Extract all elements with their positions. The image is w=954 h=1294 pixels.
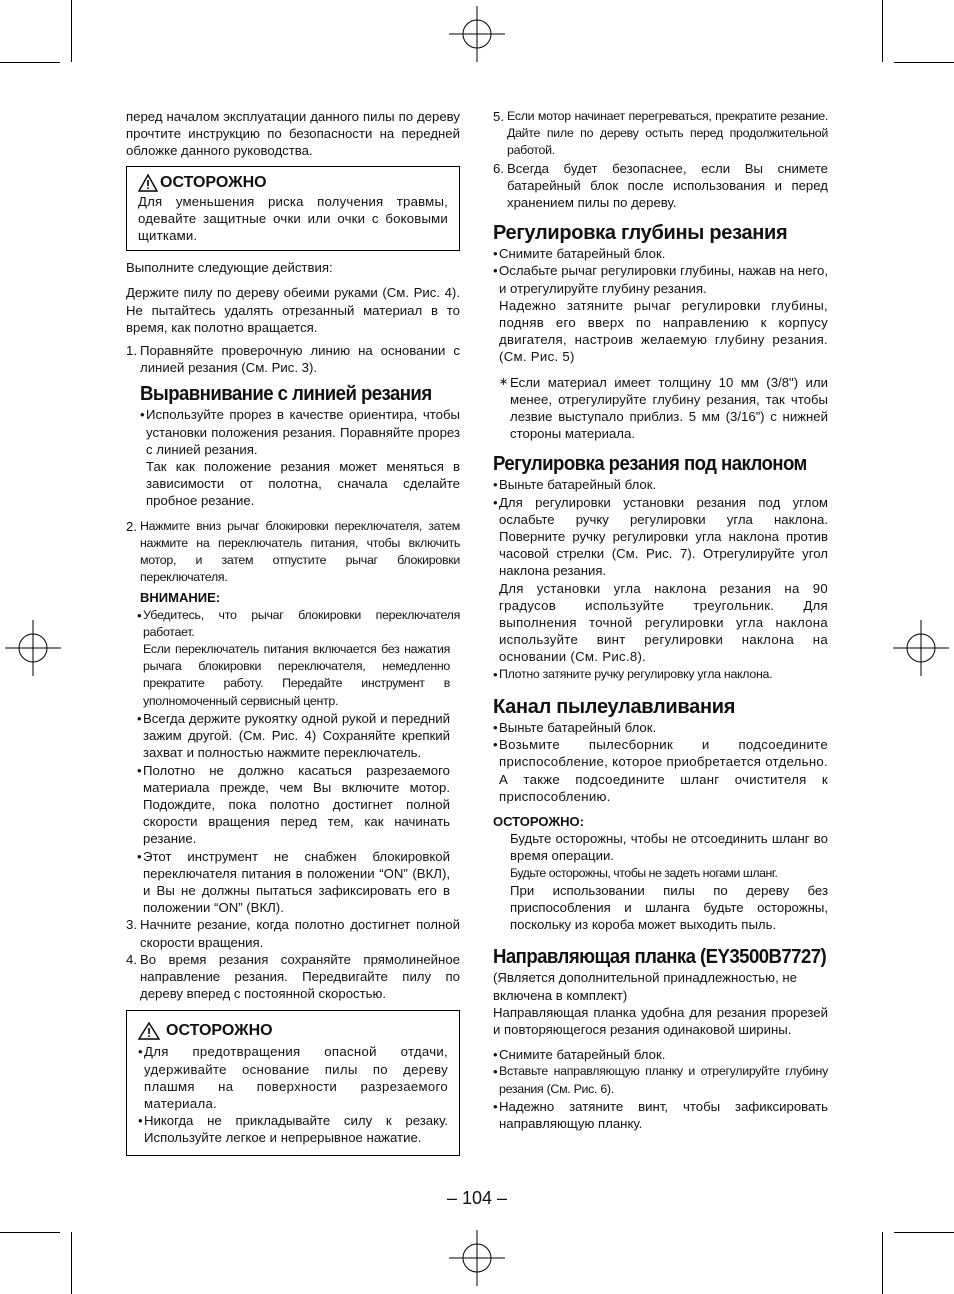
- bullet-item: • Для предотвращения опасной отдачи, удерживайте основание пилы по дереву плашмя на поверхности разрезаемого материала.: [138, 1044, 448, 1111]
- warning-title: ОСТОРОЖНО: [138, 173, 448, 193]
- note-item: ∗ Если материал имеет толщину 10 мм (3/8") или менее, отрегулируйте глубину резания, так чтобы лезвие выступало приблиз. 5 мм (3/16”) с нижней стороны материала.: [499, 374, 828, 442]
- left-column: [126, 108, 460, 1156]
- bullet-item: • Вставьте направляющую планку и отрегулируйте глубину резания (См. Рис. 6).: [493, 1064, 828, 1096]
- crop-mark: [71, 0, 72, 62]
- section-heading-dust: Канал пылеулавливания: [493, 695, 736, 718]
- caution-text: Будьте осторожны, чтобы не задеть ногами шланг.: [510, 865, 778, 880]
- guide-text: Направляющая планка удобна для резания прорезей и повторяющегося резания одинаковой ширины.: [493, 1004, 828, 1037]
- caution-text: Будьте осторожны, чтобы не отсоединить шланг во время операции.: [510, 831, 828, 864]
- registration-target-icon: [893, 620, 949, 676]
- intro-text: перед началом эксплуатации данного пилы по дереву прочтите инструкцию по безопасности на передней обложке данного руководства.: [126, 109, 460, 159]
- caution-label: ОСТОРОЖНО:: [493, 813, 584, 829]
- bullet-item: • Надежно затяните винт, чтобы зафиксировать направляющую планку.: [493, 1098, 828, 1131]
- bullet-continuation: Надежно затяните рычаг регулировки глубины, подняв его вверх по направлению к корпусу двигателя, настроив желаемую глубину резания. (См. Рис. 5): [499, 297, 828, 365]
- guide-paren: (Является дополнительной принадлежностью, не включена в комплект): [493, 970, 798, 1003]
- section-heading-depth: Регулировка глубины резания: [493, 222, 788, 245]
- step-item: 2. Нажмите вниз рычаг блокировки переключателя, затем нажмите на переключатель питания, чтобы включить мотор, и затем отпустите рычаг блокировки переключателя.: [126, 518, 460, 585]
- section-heading-guide: Направляющая планка (EY3500B7727): [493, 946, 827, 969]
- crop-mark: [882, 1232, 883, 1294]
- warning-triangle-icon: [138, 1022, 160, 1040]
- bullet-continuation: Если переключатель питания включается без нажатия рычага блокировки переключателя, немедленно прекратите работу. Передайте инструмент в уполномоченный сервисный центр.: [143, 642, 450, 708]
- warning-title: ОСТОРОЖНО: [138, 1021, 448, 1041]
- bullet-item: • Ослабьте рычаг регулировки глубины, нажав на него, и отрегулируйте глубину резания.: [493, 263, 828, 296]
- bullet-item: • Для регулировки установки резания под углом ослабьте ручку регулировки угла наклона. Поверните ручку регулировки угла наклона против часовой стрелки (См. Рис. 7). Отрегулируйте угол наклона резания.: [493, 494, 828, 579]
- registration-target-icon: [449, 6, 505, 62]
- bullet-item: • Плотно затяните ручку регулировку угла наклона.: [493, 666, 773, 682]
- bullet-item: • Выньте батарейный блок.: [493, 477, 657, 493]
- bullet-continuation: Так как положение резания может меняться в зависимости от полотна, сначала сделайте пробное резание.: [146, 459, 460, 509]
- bullet-item: • Убедитесь, что рычаг блокировки переключателя работает.: [137, 607, 460, 639]
- bullet-item: • Используйте прорез в качестве ориентира, чтобы установки положения резания. Поравняйте прорез с линией резания.: [140, 407, 460, 457]
- registration-target-icon: [5, 620, 61, 676]
- bullet-item: • Этот инструмент не снабжен блокировкой переключателя питания в положении “ON” (ВКЛ), и Вы не должны пытаться зафиксировать его в положении “ON” (ВКЛ).: [137, 848, 450, 916]
- warning-box: [126, 1010, 460, 1155]
- perform-text: Выполните следующие действия:: [126, 260, 333, 276]
- crop-mark: [71, 1232, 72, 1294]
- step-item: 3. Начните резание, когда полотно достигнет полной скорости вращения.: [126, 917, 460, 950]
- warning-triangle-icon: [138, 174, 158, 192]
- step-item: 6. Всегда будет безопаснее, если Вы снимете батарейный блок после использования и перед хранением пилы по дереву.: [493, 160, 828, 211]
- section-heading-align: Выравнивание с линией резания: [140, 383, 432, 406]
- bullet-item: • Выньте батарейный блок.: [493, 719, 657, 735]
- bullet-continuation: Для установки угла наклона резания на 90 градусов используйте треугольник. Для выполнения точной регулировки угла наклона используйте винт регулировки наклона на основании (См. Рис.8).: [499, 580, 828, 665]
- attention-label: ВНИМАНИЕ:: [140, 590, 221, 606]
- right-column: [493, 108, 828, 1132]
- section-heading-bevel: Регулировка резания под наклоном: [493, 453, 807, 476]
- step-item: 4. Во время резания сохраняйте прямолинейное направление резания. Передвигайте пилу по дереву вперед с постоянной скоростью.: [126, 951, 460, 1002]
- crop-mark: [0, 62, 60, 63]
- crop-mark: [882, 0, 883, 62]
- crop-mark: [894, 1232, 954, 1233]
- step-item: 5. Если мотор начинает перегреваться, прекратите резание. Дайте пиле по дереву остыть перед продолжительной работой.: [493, 109, 828, 158]
- bullet-item: • Полотно не должно касаться разрезаемого материала прежде, чем Вы включите мотор. Подождите, пока полотно достигнет полной скорости вращения перед тем, как начинать резание.: [137, 762, 450, 847]
- bullet-item: • Возьмите пылесборник и подсоедините приспособление, которое приобретается отдельно. А также подсоедините шланг очистителя к приспособлению.: [493, 737, 828, 804]
- step-item: 1. Поравняйте проверочную линию на основании с линией резания (См. Рис. 3).: [126, 343, 460, 376]
- warning-box: [126, 166, 460, 252]
- registration-target-icon: [449, 1230, 505, 1286]
- page-number: – 104 –: [446, 1188, 508, 1208]
- crop-mark: [0, 1232, 60, 1233]
- bullet-item: • Снимите батарейный блок.: [493, 1047, 666, 1063]
- bullet-item: • Всегда держите рукоятку одной рукой и передний зажим другой. (См. Рис. 4) Сохраняйте крепкий захват и полностью нажмите переключатель.: [137, 710, 450, 761]
- hold-text: Держите пилу по дереву обеими руками (См. Рис. 4). Не пытайтесь удалять отрезанный материал в то время, как полотно вращается.: [126, 285, 460, 335]
- bullet-item: • Снимите батарейный блок.: [493, 246, 666, 262]
- warning-text: Для уменьшения риска получения травмы, одевайте защитные очки или очки с боковыми щитками.: [138, 193, 448, 244]
- crop-mark: [894, 62, 954, 63]
- caution-text: При использовании пилы по дереву без приспособления и шланга будьте осторожны, поскольку из короба может выходить пыль.: [510, 882, 828, 933]
- bullet-item: • Никогда не прикладывайте силу к резаку. Используйте легкое и непрерывное нажатие.: [138, 1113, 448, 1146]
